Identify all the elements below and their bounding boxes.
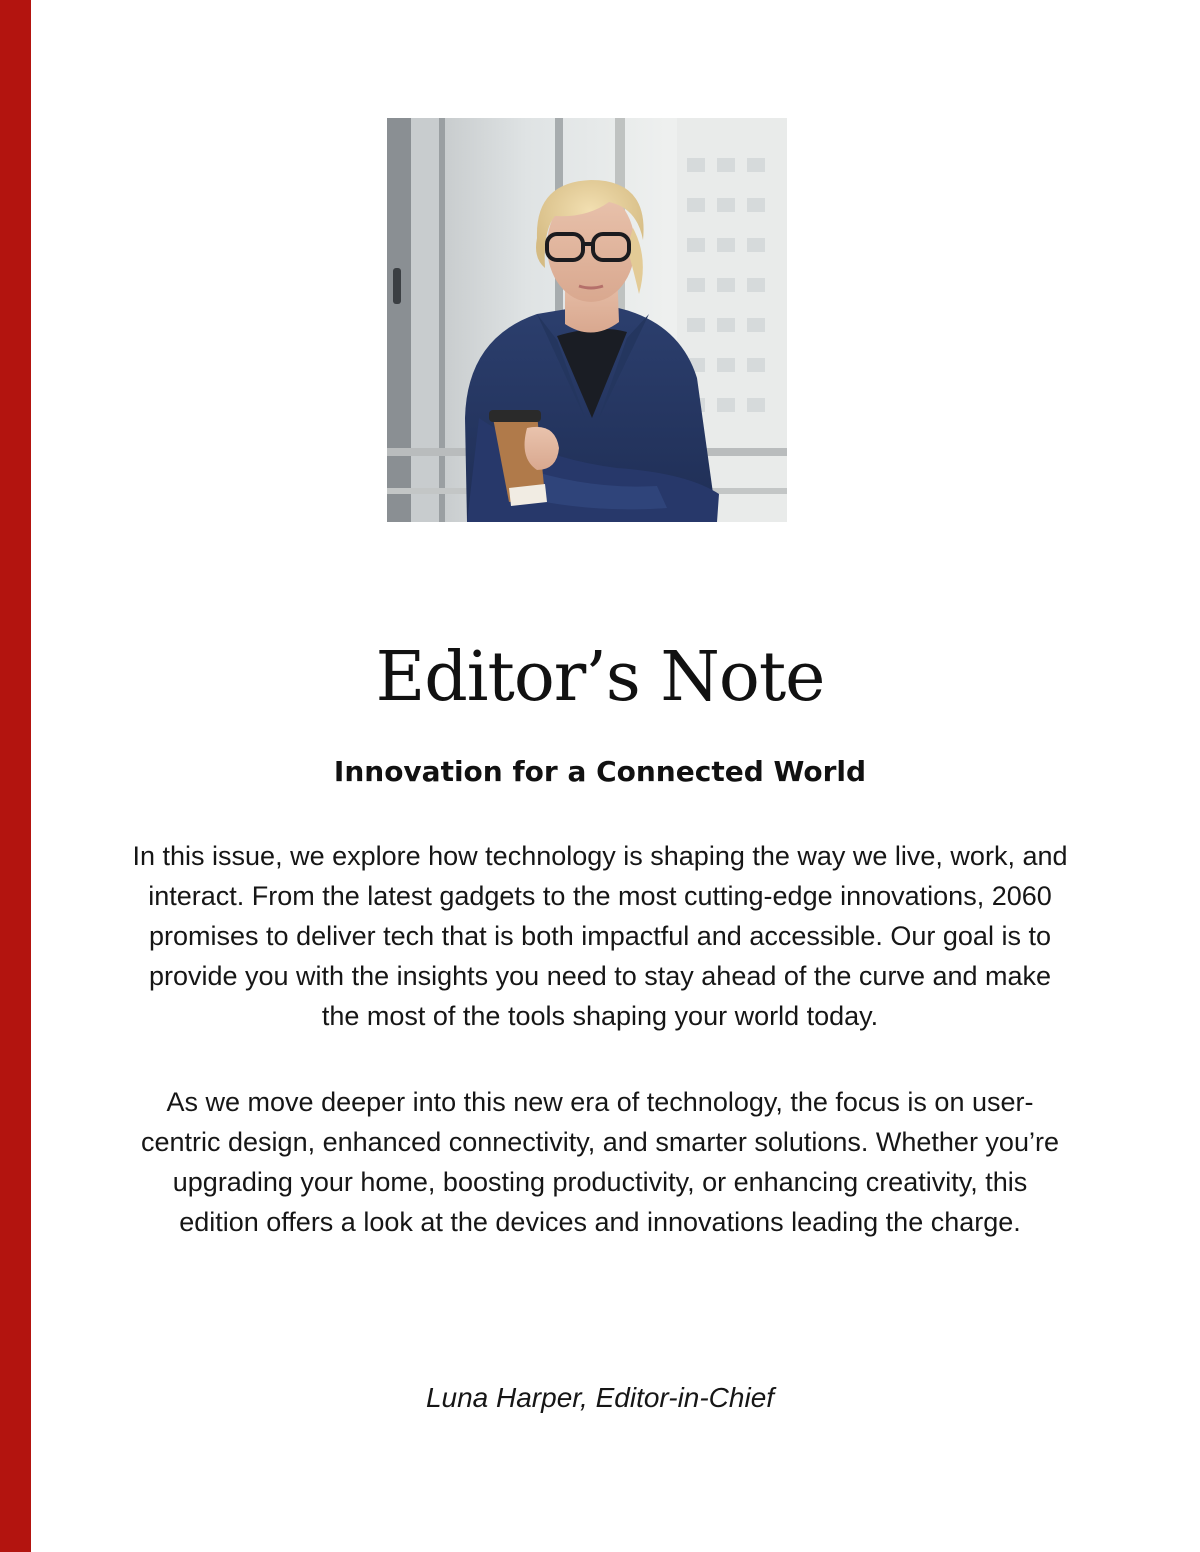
- page-title: Editor’s Note: [375, 638, 825, 717]
- article-paragraph: In this issue, we explore how technology is shaping the way we live, work, and interact. From the latest gadgets to the most cutting-edge innovations, 2060 promises to deliver tech that is both impactful and accessible. Our goal is to provide you with the insights you need to stay ahead of the curve and make the most of the tools shaping your world today.: [132, 841, 1068, 1031]
- accent-side-bar: [0, 0, 31, 1552]
- article-paragraph: As we move deeper into this new era of technology, the focus is on user-centric design, enhanced connectivity, and smarter solutions. Whether you’re upgrading your home, boosting productivity, or enhancing creativity, this edition offers a look at the devices and innovations leading the charge.: [141, 1087, 1059, 1237]
- editor-portrait-photo: [387, 118, 787, 522]
- page-subtitle: Innovation for a Connected World: [333, 755, 867, 788]
- editor-signature: Luna Harper, Editor-in-Chief: [425, 1382, 775, 1413]
